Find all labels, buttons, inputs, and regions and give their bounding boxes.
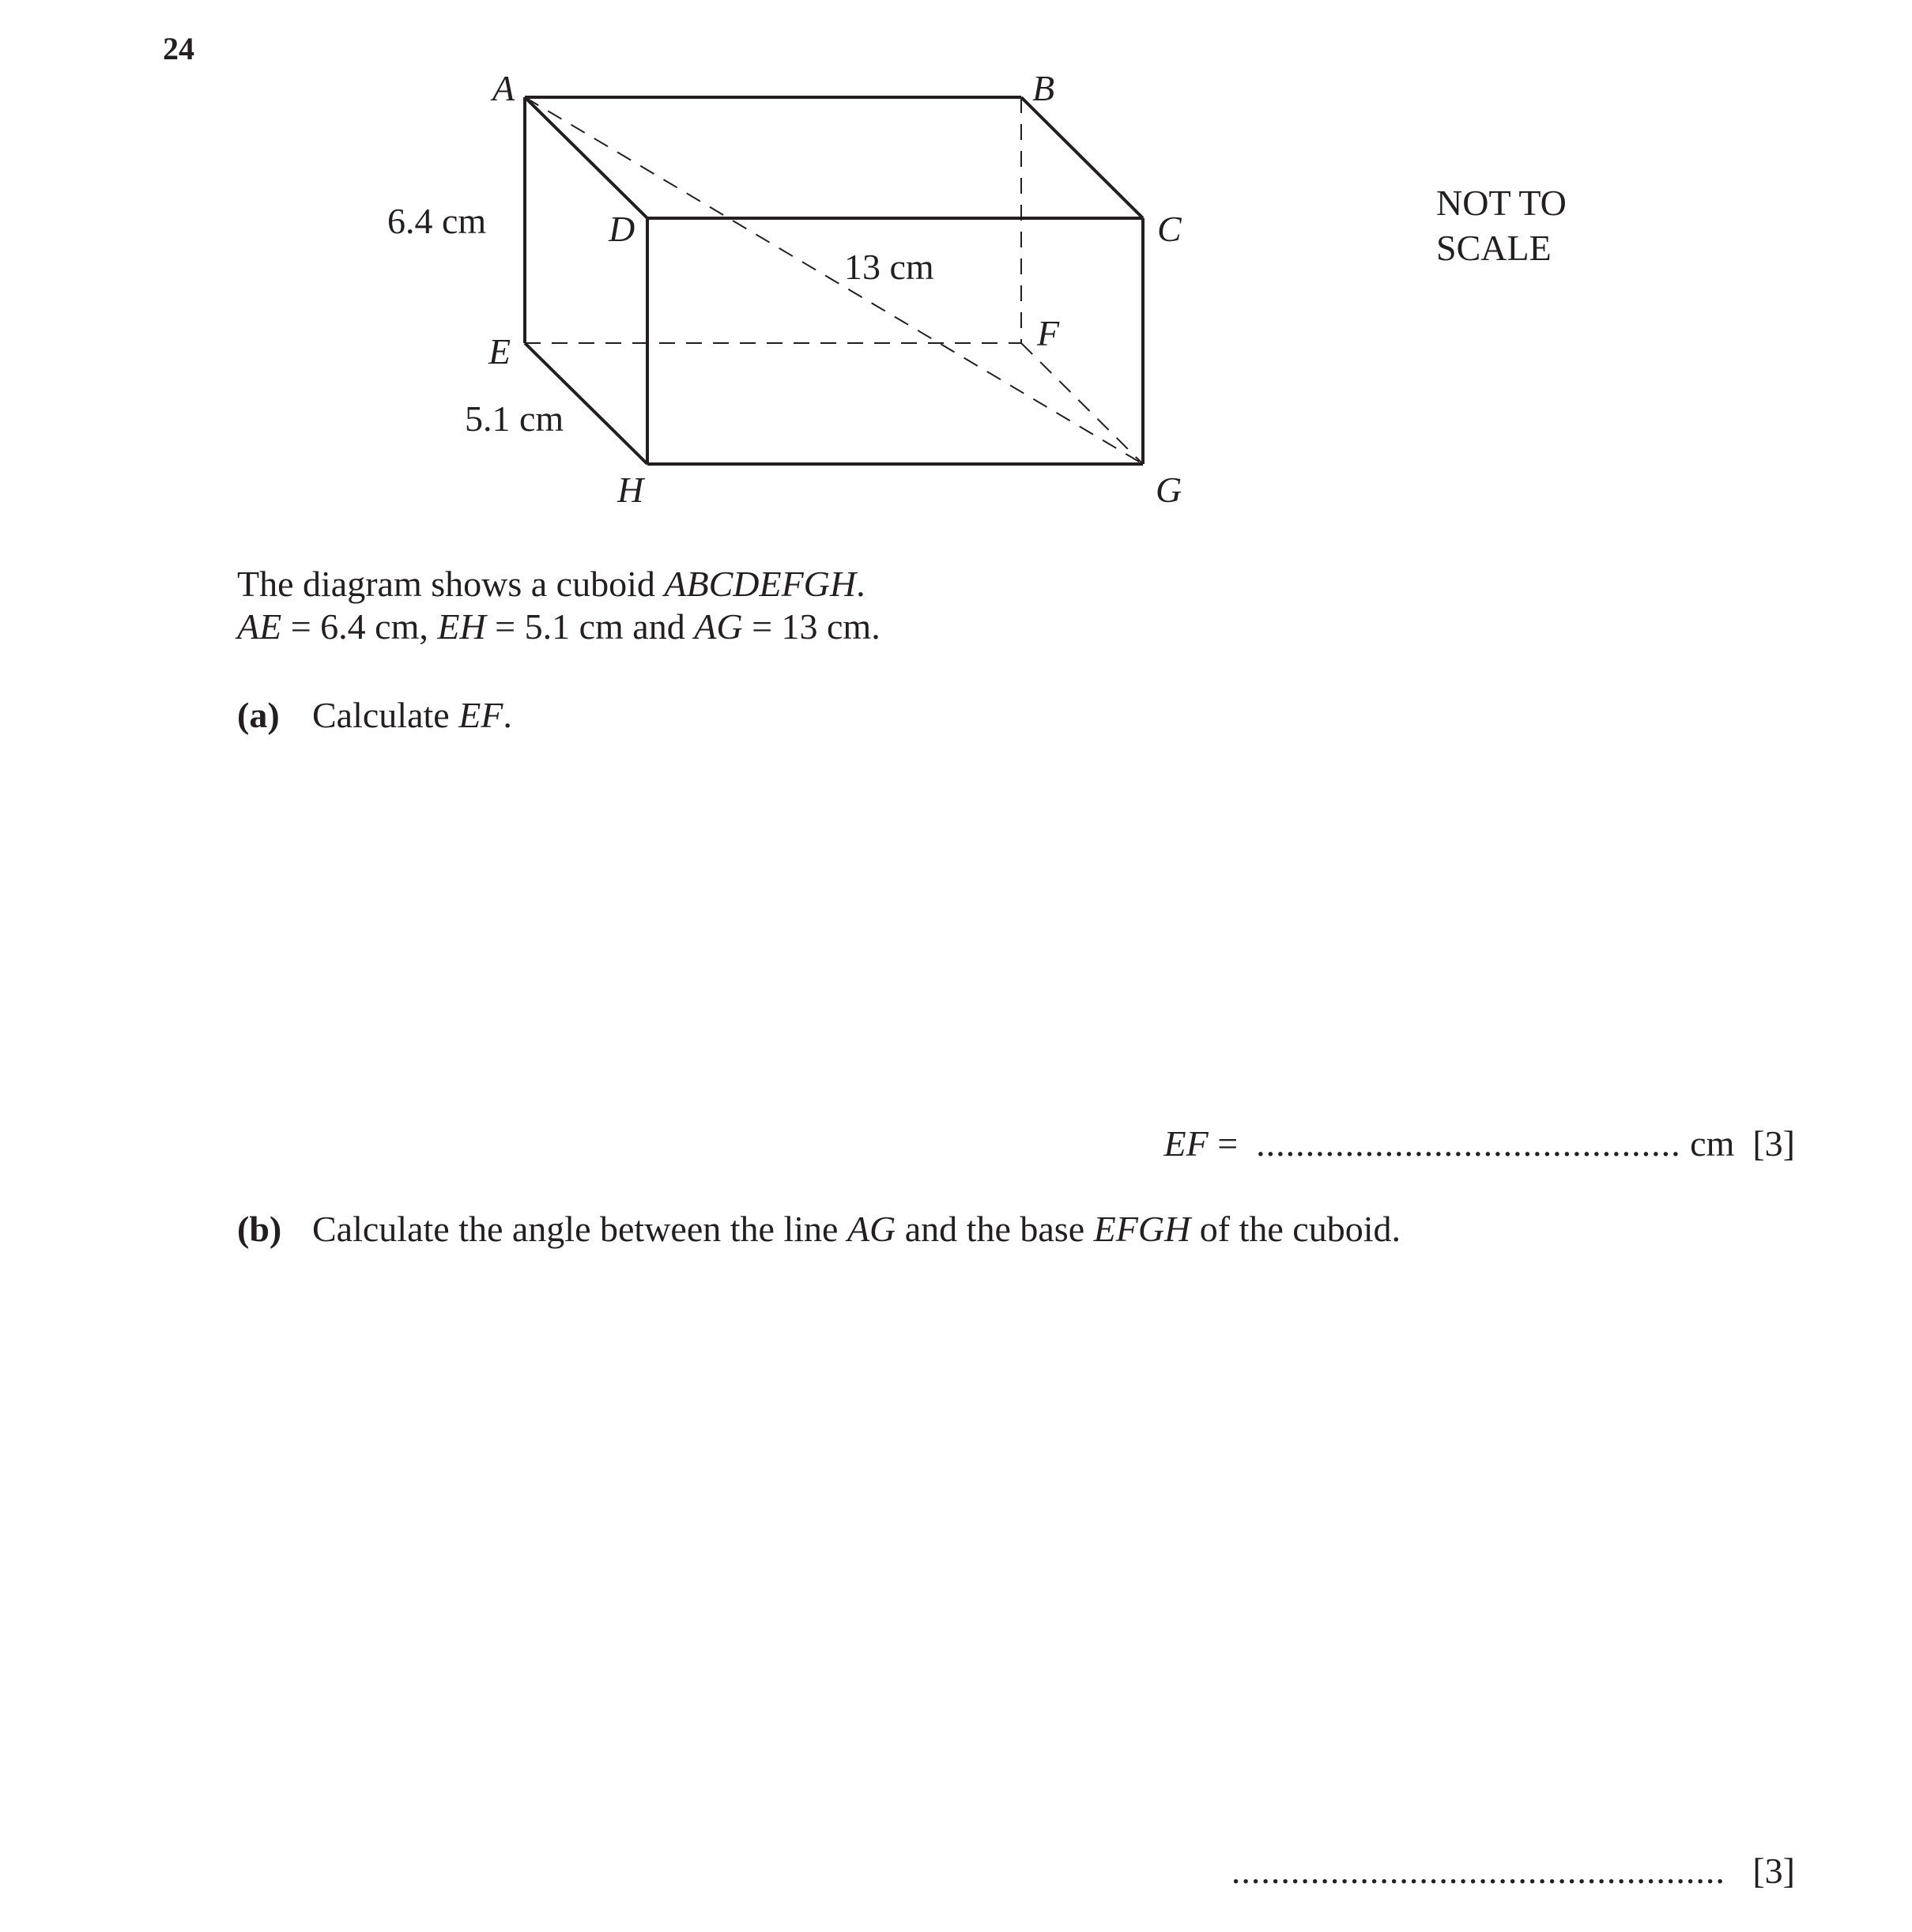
part-a-answer-line[interactable] <box>1164 1123 1796 1164</box>
answer-b-marks: [3] <box>1752 1851 1795 1891</box>
question-number: 24 <box>163 31 194 66</box>
vertex-label-A: A <box>492 68 515 108</box>
measure-label-AE: 6.4 cm <box>387 201 487 241</box>
part-b-label: (b) <box>237 1209 282 1249</box>
edge-BC <box>1021 97 1143 218</box>
intro-line-2 <box>237 606 881 648</box>
answer-a-marks: [3] <box>1752 1123 1795 1164</box>
cuboid-name: ABCDEFGH <box>664 564 857 604</box>
measure-label-AG: 13 cm <box>844 247 934 287</box>
ae-label: AE <box>237 606 282 647</box>
intro-line-1 <box>237 563 881 606</box>
eh-value: = 5.1 cm and <box>485 606 695 647</box>
part-b-question <box>237 1208 1401 1250</box>
vertex-label-D: D <box>609 209 635 249</box>
part-a-var: EF <box>458 695 503 735</box>
part-a-question <box>237 694 512 736</box>
part-a-label: (a) <box>237 695 280 735</box>
cuboid-hidden-edges <box>525 97 1143 464</box>
eh-label: EH <box>437 606 486 647</box>
answer-a-unit: cm <box>1680 1123 1735 1164</box>
answer-a-equals: = <box>1208 1123 1247 1164</box>
vertex-label-G: G <box>1156 470 1182 510</box>
answer-a-dots[interactable]: ........................................... <box>1256 1123 1681 1164</box>
intro-text: The diagram shows a cuboid <box>237 564 665 604</box>
ag-value: = 13 cm. <box>742 606 881 647</box>
question-intro <box>237 563 881 648</box>
part-b-text-end: of the cuboid. <box>1190 1209 1401 1249</box>
vertex-label-B: B <box>1032 68 1055 108</box>
part-a-text: Calculate <box>312 695 459 735</box>
answer-a-label: EF <box>1163 1123 1209 1164</box>
part-a-punct: . <box>503 695 512 735</box>
part-b-answer-line[interactable] <box>1231 1850 1795 1892</box>
ae-value: = 6.4 cm, <box>281 606 438 647</box>
cuboid-diagram <box>0 0 1912 553</box>
vertex-label-H: H <box>617 470 644 510</box>
measure-label-EH: 5.1 cm <box>465 398 564 439</box>
vertex-label-F: F <box>1037 313 1060 353</box>
part-b-var-1: AG <box>847 1209 896 1249</box>
vertex-label-E: E <box>488 331 511 372</box>
answer-b-dots[interactable]: .................................................. <box>1231 1851 1725 1891</box>
not-to-scale-line-1: NOT TO <box>1436 183 1567 223</box>
vertex-label-C: C <box>1157 209 1182 249</box>
ag-label: AG <box>694 606 743 647</box>
intro-punct: . <box>856 564 865 604</box>
edge-FG-hidden <box>1021 343 1143 464</box>
part-b-text-mid: and the base <box>896 1209 1094 1249</box>
diagonal-AG <box>525 97 1143 464</box>
part-b-var-2: EFGH <box>1093 1209 1191 1249</box>
not-to-scale-note <box>1436 180 1567 270</box>
part-b-text: Calculate the angle between the line <box>312 1209 847 1249</box>
edge-AD <box>525 97 647 218</box>
not-to-scale-line-2: SCALE <box>1436 228 1552 268</box>
